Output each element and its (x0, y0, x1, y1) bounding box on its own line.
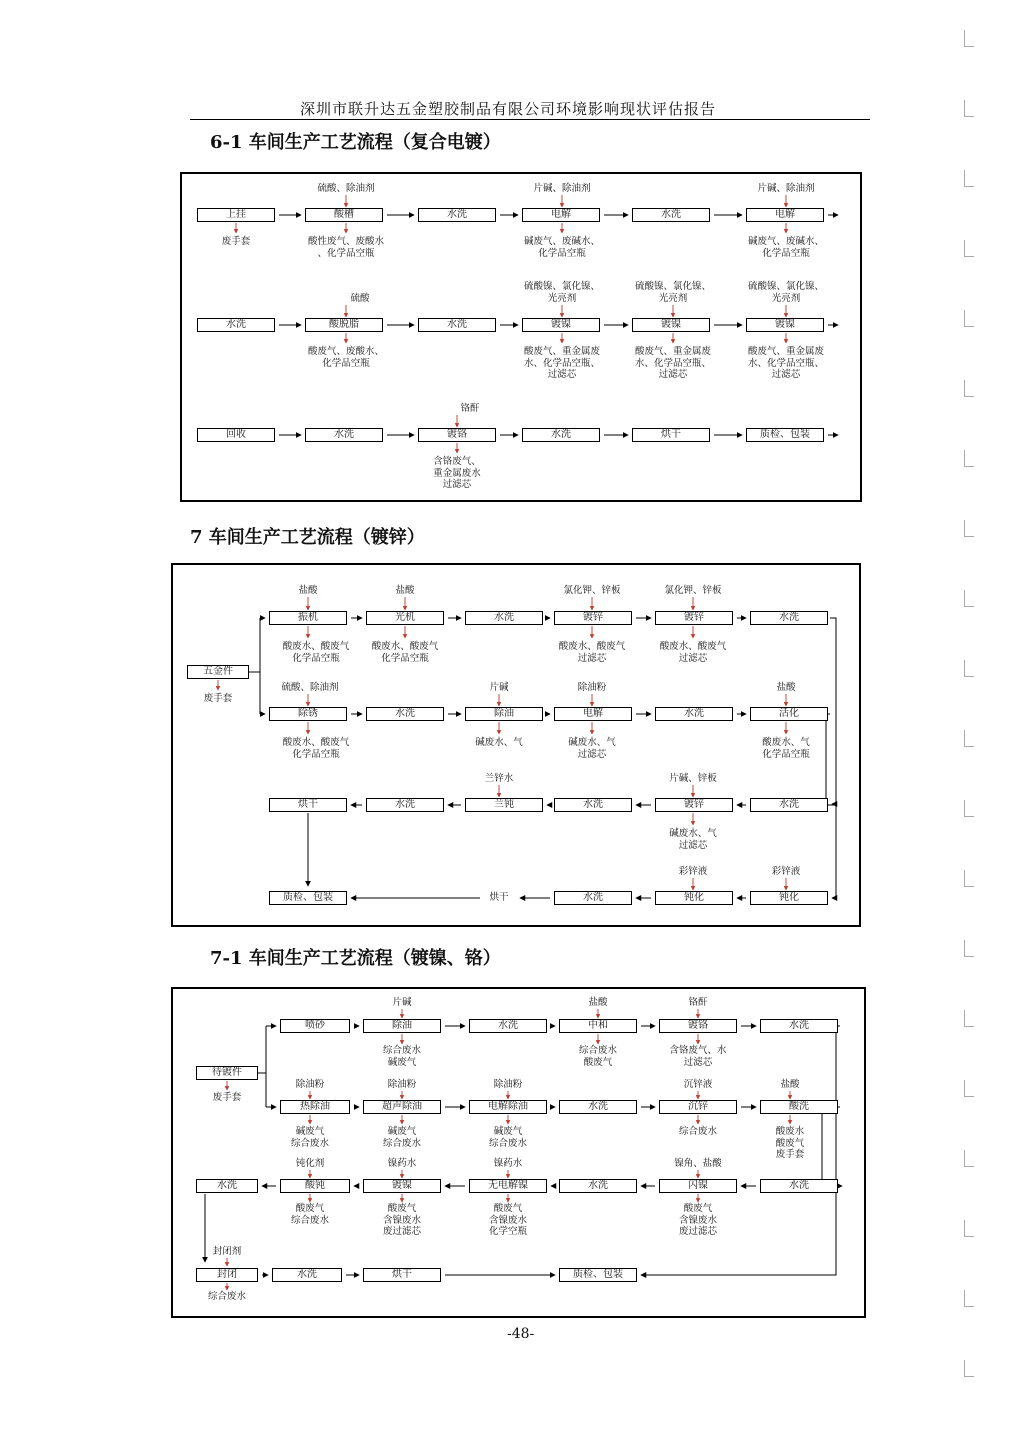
material-label: 硫酸镍、氯化镍、 光亮剂 (747, 281, 825, 304)
material-label: 硫酸、除油剂 (281, 682, 339, 693)
material-label: 除油粉 (493, 1079, 523, 1090)
process-step: 镀镍 (363, 1179, 441, 1193)
flow-arrow (641, 1186, 840, 1275)
process-step: 钝化 (655, 891, 733, 905)
process-step: 镀镍 (522, 318, 600, 332)
scan-edge-mark (964, 1290, 974, 1307)
material-label: 除油粉 (387, 1079, 417, 1090)
material-label: 酸废水、气 化学品空瓶 (762, 737, 810, 760)
scan-edge-mark (964, 30, 974, 47)
process-step: 待镀件 (196, 1066, 258, 1080)
material-label: 片碱、除油剂 (533, 183, 591, 194)
process-step: 镀镍 (632, 318, 710, 332)
material-label: 综合废水 碱废气 (382, 1045, 422, 1068)
material-label: 酸废气 综合废水 (290, 1203, 330, 1226)
process-step: 回收 (197, 428, 275, 442)
process-step: 水洗 (760, 1179, 838, 1193)
process-step: 烘干 (632, 428, 710, 442)
section-title-7-1: 7-1 车间生产工艺流程（镀镍、铬） (210, 948, 501, 969)
process-step: 质检、包装 (269, 891, 347, 905)
process-step: 水洗 (418, 318, 496, 332)
flow-arrow (830, 805, 836, 898)
scan-edge-mark (964, 940, 974, 957)
material-label: 废手套 (203, 693, 233, 704)
process-step: 烘干 (269, 798, 347, 812)
process-step: 无电解镍 (469, 1179, 547, 1193)
process-step: 水洗 (465, 611, 543, 625)
scan-edge-mark (964, 590, 974, 607)
scan-edge-mark (964, 310, 974, 327)
material-label: 酸废气、重金属废 水、化学品空瓶、 过滤芯 (523, 346, 601, 380)
material-label: 氯化钾、锌板 (664, 585, 722, 596)
material-label: 硫酸镍、氯化镍、 光亮剂 (634, 281, 712, 304)
section-title-6-1: 6-1 车间生产工艺流程（复合电镀） (210, 132, 501, 153)
material-label: 碱废水、气 过滤芯 (669, 828, 717, 851)
scan-edge-mark (964, 1360, 974, 1377)
material-label: 酸性废气、废酸水 、化学品空瓶 (307, 236, 385, 259)
material-label: 碱废气 综合废水 (488, 1126, 528, 1149)
material-label: 综合废水 (678, 1126, 718, 1137)
scan-edge-mark (964, 450, 974, 467)
flow-arrow (826, 714, 832, 805)
material-label: 碱废气、废碱水、 化学品空瓶 (747, 236, 825, 259)
process-step: 电解 (522, 208, 600, 222)
process-step: 喷砂 (280, 1019, 350, 1033)
material-label: 碱废水、气 过滤芯 (568, 737, 616, 760)
process-step: 水洗 (559, 1100, 637, 1114)
process-step: 除油 (363, 1019, 441, 1033)
material-label: 彩锌液 (678, 866, 708, 877)
scan-edge-mark (964, 660, 974, 677)
material-label: 废手套 (212, 1092, 242, 1103)
process-step: 质检、包装 (559, 1268, 637, 1282)
scan-edge-mark (964, 800, 974, 817)
process-step: 电解 (554, 707, 632, 721)
material-label: 硫酸 (350, 293, 370, 304)
process-step: 除锈 (269, 707, 347, 721)
process-step: 酸钝 (280, 1179, 350, 1193)
material-label: 碱废气 综合废水 (382, 1126, 422, 1149)
process-step: 镀锌 (655, 611, 733, 625)
process-step: 水洗 (366, 707, 444, 721)
scan-edge-mark (964, 170, 974, 187)
scan-edge-mark (964, 1220, 974, 1237)
material-label: 镍角、盐酸 (674, 1158, 722, 1169)
scan-edge-mark (964, 1080, 974, 1097)
material-label: 盐酸 (298, 585, 318, 596)
process-step: 电解除油 (469, 1100, 547, 1114)
process-step: 水洗 (469, 1019, 547, 1033)
process-step: 水洗 (655, 707, 733, 721)
material-label: 钝化剂 (295, 1158, 325, 1169)
material-label: 兰锌水 (484, 773, 514, 784)
material-label: 酸废气 含镍废水 废过滤芯 (382, 1203, 422, 1237)
material-label: 含铬废气、 重金属废水 过滤芯 (433, 456, 481, 490)
process-step: 酸槽 (305, 208, 383, 222)
material-label: 酸废水 酸废气 废手套 (775, 1126, 805, 1160)
material-label: 酸废气、重金属废 水、化学品空瓶、 过滤芯 (747, 346, 825, 380)
material-label: 综合废水 酸废气 (578, 1045, 618, 1068)
process-step: 烘干 (363, 1268, 441, 1282)
process-step: 振机 (269, 611, 347, 625)
material-label: 酸废水、酸废气 化学品空瓶 (282, 737, 350, 760)
material-label: 碱废水、气 (475, 737, 523, 748)
material-label: 盐酸 (395, 585, 415, 596)
process-step: 除油 (465, 707, 543, 721)
process-step: 水洗 (272, 1268, 342, 1282)
process-step: 水洗 (522, 428, 600, 442)
material-label: 氯化钾、锌板 (563, 585, 621, 596)
material-label: 片碱、除油剂 (757, 183, 815, 194)
scan-edge-mark (964, 730, 974, 747)
process-step: 水洗 (632, 208, 710, 222)
scan-edge-mark (964, 240, 974, 257)
scan-edge-mark (964, 520, 974, 537)
material-label: 酸废水、酸废气 过滤芯 (659, 641, 727, 664)
material-label: 硫酸、除油剂 (317, 183, 375, 194)
scan-edge-mark (964, 1010, 974, 1027)
material-label: 盐酸 (588, 997, 608, 1008)
process-step: 水洗 (197, 318, 275, 332)
material-label: 综合废水 (207, 1291, 247, 1302)
process-step: 电解 (746, 208, 824, 222)
material-label: 酸废气、重金属废 水、化学品空瓶、 过滤芯 (634, 346, 712, 380)
material-label: 沉锌液 (683, 1079, 713, 1090)
material-label: 盐酸 (776, 682, 796, 693)
material-label: 碱废气、废碱水、 化学品空瓶 (523, 236, 601, 259)
material-label: 除油粉 (295, 1079, 325, 1090)
process-step: 水洗 (750, 798, 828, 812)
process-step: 水洗 (366, 798, 444, 812)
material-label: 封闭剂 (212, 1246, 242, 1257)
process-step: 五金件 (187, 665, 249, 679)
process-step: 上挂 (197, 208, 275, 222)
process-step: 镀铬 (659, 1019, 737, 1033)
process-step: 兰钝 (465, 798, 543, 812)
material-label: 片碱、锌板 (669, 773, 717, 784)
process-step: 酸洗 (760, 1100, 838, 1114)
process-step: 水洗 (554, 891, 632, 905)
process-step: 热除油 (280, 1100, 350, 1114)
process-step: 烘干 (489, 892, 509, 903)
material-label: 酸废水、酸废气 化学品空瓶 (282, 641, 350, 664)
process-step: 超声除油 (363, 1100, 441, 1114)
flow-arrow (830, 618, 836, 804)
section-title-7: 7 车间生产工艺流程（镀锌） (190, 527, 425, 548)
report-header: 深圳市联升达五金塑胶制品有限公司环境影响现状评估报告 (300, 100, 717, 118)
material-label: 含铬废气、水 过滤芯 (669, 1045, 727, 1068)
process-step: 质检、包装 (746, 428, 824, 442)
material-label: 镍药水 (387, 1158, 417, 1169)
process-step: 封闭 (196, 1268, 258, 1282)
process-step: 镀锌 (655, 798, 733, 812)
material-label: 片碱 (392, 997, 412, 1008)
process-step: 水洗 (760, 1019, 838, 1033)
process-step: 水洗 (305, 428, 383, 442)
material-label: 酸废气、废酸水、 化学品空瓶 (307, 346, 385, 369)
material-label: 彩锌液 (771, 866, 801, 877)
material-label: 盐酸 (780, 1079, 800, 1090)
flow-arrow (822, 1107, 840, 1186)
process-step: 沉锌 (659, 1100, 737, 1114)
material-label: 酸废水、酸废气 过滤芯 (558, 641, 626, 664)
page-number: -48- (507, 1326, 535, 1342)
process-step: 中和 (559, 1019, 637, 1033)
scan-edge-mark (964, 100, 974, 117)
process-step: 水洗 (554, 798, 632, 812)
process-step: 水洗 (750, 611, 828, 625)
material-label: 除油粉 (577, 682, 607, 693)
scan-edge-mark (964, 380, 974, 397)
process-step: 闪镍 (659, 1179, 737, 1193)
process-step: 酸脱脂 (305, 318, 383, 332)
process-step: 光机 (366, 611, 444, 625)
scan-edge-mark (964, 870, 974, 887)
process-step: 活化 (750, 707, 828, 721)
process-step: 水洗 (196, 1179, 258, 1193)
process-step: 镀镍 (746, 318, 824, 332)
process-step: 镀铬 (418, 428, 496, 442)
material-label: 镍药水 (493, 1158, 523, 1169)
material-label: 废手套 (221, 236, 251, 247)
process-step: 水洗 (418, 208, 496, 222)
material-label: 酸废气 含镍废水 废过滤芯 (678, 1203, 718, 1237)
material-label: 铬酐 (688, 997, 708, 1008)
material-label: 酸废气 含镍废水 化学空瓶 (488, 1203, 528, 1237)
material-label: 铬酐 (460, 403, 480, 414)
material-label: 硫酸镍、氯化镍、 光亮剂 (523, 281, 601, 304)
process-step: 镀锌 (554, 611, 632, 625)
material-label: 片碱 (489, 682, 509, 693)
material-label: 碱废气 综合废水 (290, 1126, 330, 1149)
process-step: 钝化 (750, 891, 828, 905)
process-step: 水洗 (559, 1179, 637, 1193)
material-label: 酸废水、酸废气 化学品空瓶 (371, 641, 439, 664)
scan-edge-mark (964, 1150, 974, 1167)
